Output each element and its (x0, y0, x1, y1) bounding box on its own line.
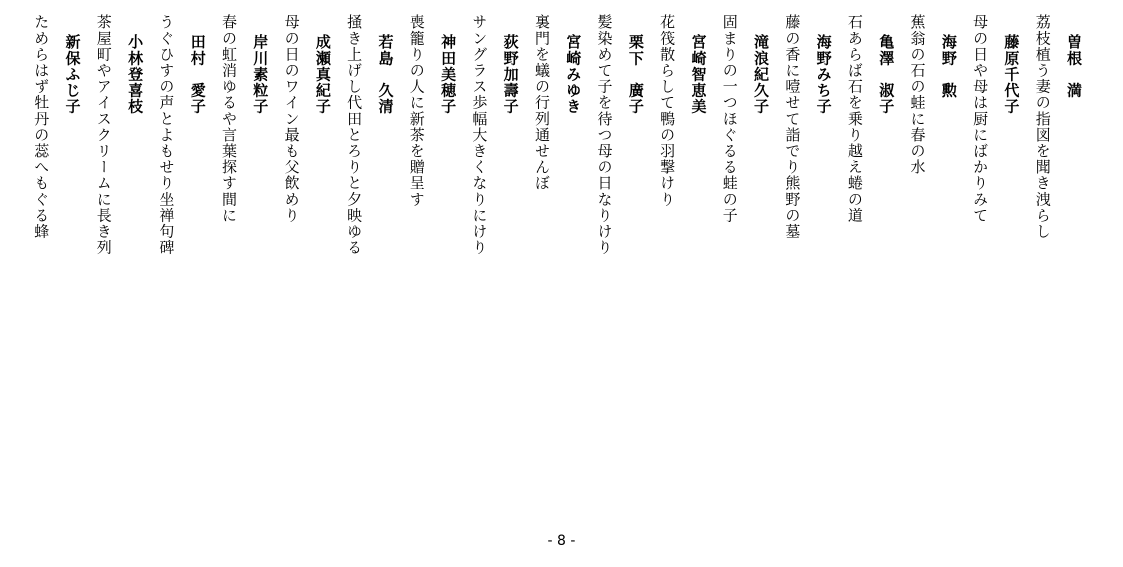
haiku-text: 蕉翁の石の蛙に春の水 (908, 14, 927, 175)
author-name: 若島 久清 (376, 34, 395, 115)
haiku-text: ためらはず牡丹の蕊へもぐる蜂 (32, 14, 51, 240)
haiku-entry (19, 14, 82, 239)
haiku-text: 藤の香に噎せて詣でり熊野の墓 (783, 14, 802, 240)
haiku-entry (144, 14, 207, 256)
haiku-entry (269, 14, 332, 223)
haiku-entry (707, 14, 770, 223)
author-name: 藤原千代子 (1002, 34, 1021, 115)
haiku-entry (958, 14, 1021, 223)
author-name: 神田美穂子 (439, 34, 458, 115)
author-name: 海野みち子 (814, 34, 833, 115)
author-name: 成瀬真紀子 (313, 34, 332, 115)
author-name: 岸川素粒子 (251, 34, 270, 115)
haiku-entry (770, 14, 833, 239)
author-name: 新保ふじ子 (63, 34, 82, 115)
haiku-entry (1020, 14, 1083, 239)
haiku-text: 荔枝植う妻の指図を聞き洩らし (1033, 14, 1052, 240)
haiku-text: サングラス歩幅大きくなりにけり (470, 14, 489, 256)
haiku-text: 喪籠りの人に新茶を贈呈す (407, 14, 426, 208)
haiku-entry (207, 14, 270, 223)
haiku-text: 裏門を蟻の行列通せんぼ (532, 14, 551, 192)
haiku-entry (457, 14, 520, 256)
author-name: 亀澤 淑子 (877, 34, 896, 115)
haiku-entry (833, 14, 896, 223)
author-name: 海野 勲 (939, 34, 958, 99)
haiku-entry (332, 14, 395, 256)
haiku-text: 春の虹消ゆるや言葉探す間に (219, 14, 238, 224)
haiku-text: 母の日のワイン最も父飲めり (282, 14, 301, 224)
haiku-entry (520, 14, 583, 191)
haiku-text: 石あらば石を乗り越え蜷の道 (845, 14, 864, 224)
author-name: 田村 愛子 (188, 34, 207, 115)
author-name: 宮崎みゆき (564, 34, 583, 115)
haiku-text: 茶屋町やアイスクリームに長き列 (94, 14, 113, 256)
haiku-entry (895, 14, 958, 175)
haiku-text: 固まりの一つほぐるる蛙の子 (720, 14, 739, 224)
haiku-entry (394, 14, 457, 207)
author-name: 宮崎智恵美 (689, 34, 708, 115)
haiku-entry (82, 14, 145, 256)
haiku-entry (645, 14, 708, 207)
author-name: 小林登喜枝 (126, 34, 145, 115)
haiku-text: 髪染めて子を待つ母の日なりけり (595, 14, 614, 256)
author-name: 曽根 満 (1065, 34, 1083, 99)
author-name: 栗下 廣子 (626, 34, 645, 115)
haiku-text: 母の日や母は厨にばかりみて (971, 14, 990, 224)
haiku-text: 掻き上げし代田とろりと夕映ゆる (345, 14, 364, 256)
haiku-text: 花筏散らして鴨の羽撃けり (658, 14, 677, 208)
haiku-columns (19, 14, 1083, 314)
author-name: 荻野加壽子 (501, 34, 520, 115)
haiku-entry (582, 14, 645, 256)
haiku-text: うぐひすの声とよもせり坐禅句碑 (157, 14, 176, 256)
page-number: - 8 - (547, 533, 576, 549)
author-name: 滝浪紀久子 (752, 34, 771, 115)
